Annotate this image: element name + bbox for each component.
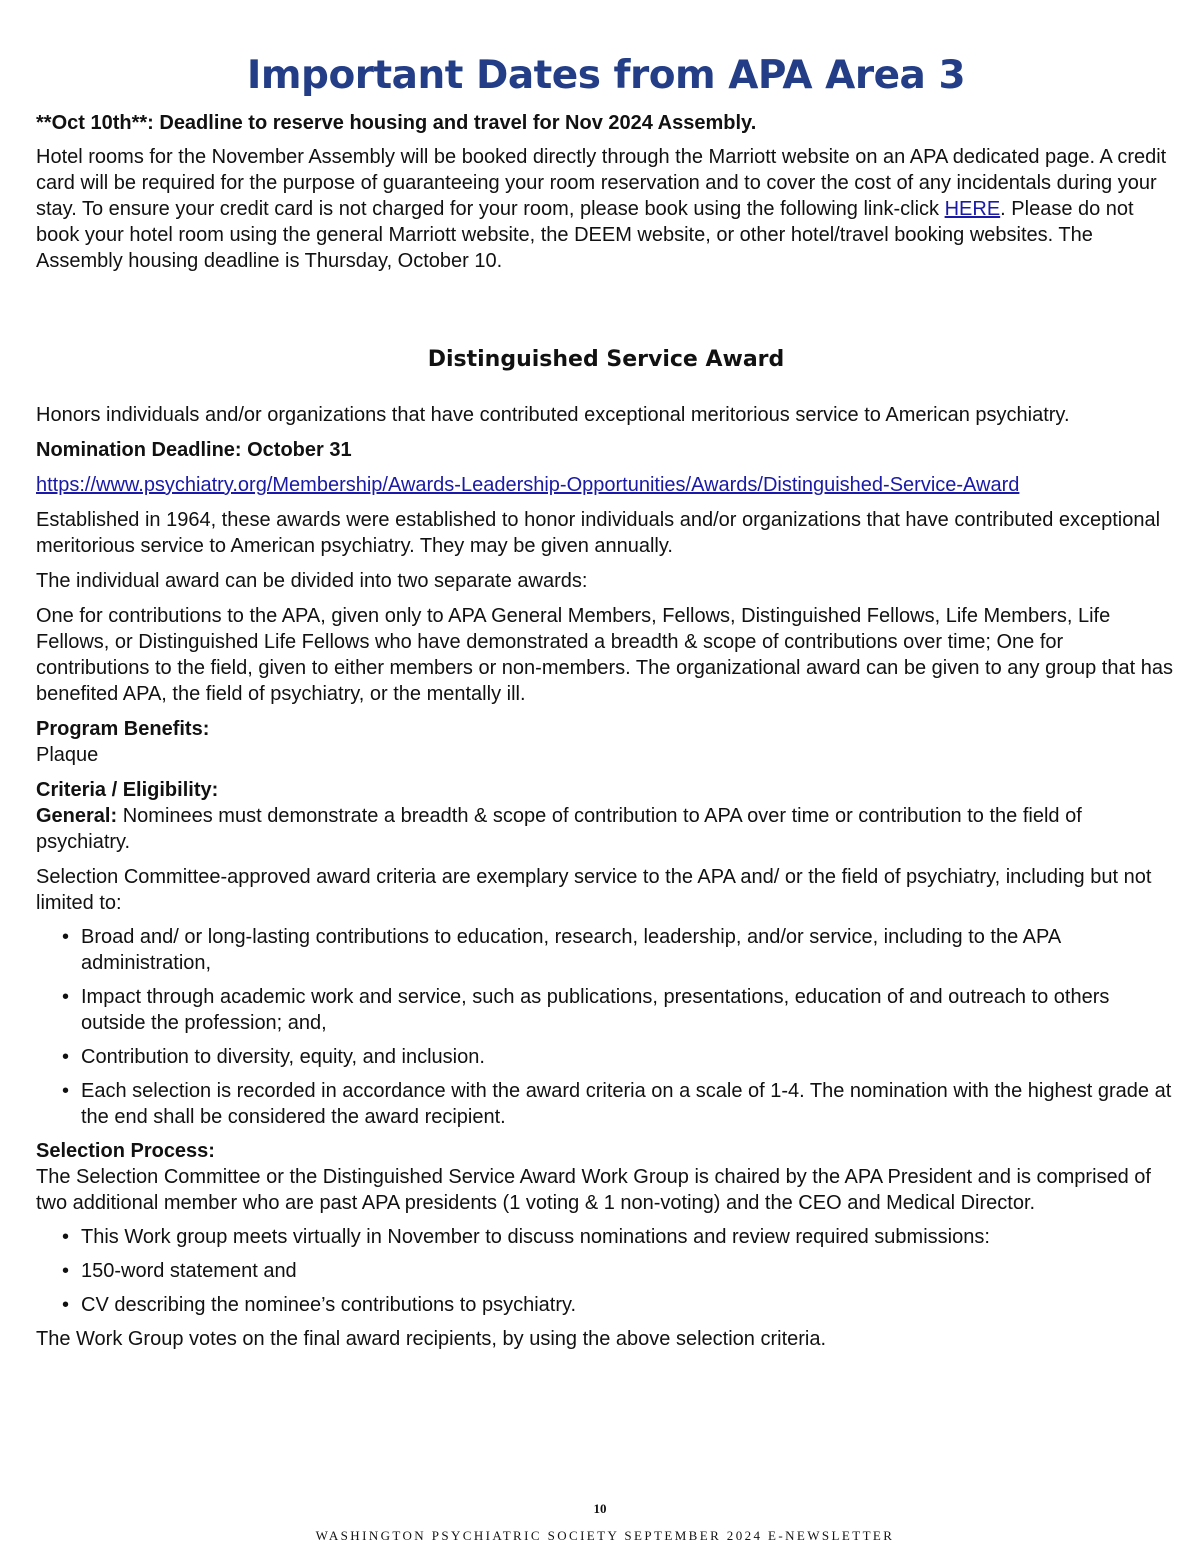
selection-list [36, 1224, 1176, 1318]
general-label: General: [36, 805, 118, 827]
bullet-icon: • [62, 1226, 70, 1248]
bullet-icon: • [62, 1294, 70, 1316]
benefits-value: Plaque [36, 744, 99, 766]
award-url-paragraph [36, 472, 1176, 498]
list-item [62, 1044, 1176, 1070]
bullet-icon: • [62, 926, 70, 948]
list-item [62, 1078, 1176, 1130]
selection-label: Selection Process: [36, 1140, 215, 1162]
here-link[interactable]: HERE [944, 198, 1001, 220]
document-page [36, 0, 1176, 1352]
list-item [62, 1258, 1176, 1284]
bullet-icon: • [62, 1046, 70, 1068]
list-item-text: Each selection is recorded in accordance with the award criteria on a scale of 1-4. The nomination with the highest grade at the end shall be considered the award recipient. [81, 1080, 1172, 1128]
list-item-text: Broad and/ or long-lasting contributions to education, research, leadership, and/or service, including to the APA administration, [81, 926, 1061, 974]
bullet-icon: • [62, 986, 70, 1008]
housing-deadline: **Oct 10th**: Deadline to reserve housing and travel for Nov 2024 Assembly. [36, 112, 757, 134]
list-item-text: CV describing the nominee’s contributions to psychiatry. [81, 1294, 577, 1316]
criteria-intro: Selection Committee-approved award criteria are exemplary service to the APA and/ or the field of psychiatry, including but not limited to: [36, 866, 1152, 914]
list-item [62, 1224, 1176, 1250]
general-text: Nominees must demonstrate a breadth & scope of contribution to APA over time or contribution to the field of psychiatry. [36, 805, 1082, 853]
selection-text: The Selection Committee or the Distinguished Service Award Work Group is chaired by the APA President and is comprised of two additional member who are past APA presidents (1 voting & 1 non-voting) and the CEO and Medical Director. [36, 1166, 1151, 1214]
criteria-list [36, 924, 1176, 1130]
list-item [62, 924, 1176, 976]
newsletter-footer: WASHINGTON PSYCHIATRIC SOCIETY SEPTEMBER 2024 E-NEWSLETTER [315, 1528, 895, 1543]
page-title: Important Dates from APA Area 3 [246, 53, 966, 98]
list-item-text: This Work group meets virtually in November to discuss nominations and review required submissions: [81, 1226, 990, 1248]
criteria-label: Criteria / Eligibility: [36, 779, 219, 801]
housing-text-before-link: Hotel rooms for the November Assembly will be booked directly through the Marriott website on an APA dedicated page. A credit card will be required for the purpose of guaranteeing your room reservation and to cover the cost of any incidentals during your stay. To ensure your credit card is not charged for your room, please book using the following link-click [36, 146, 1167, 220]
general-criteria [36, 803, 1176, 855]
benefits-label: Program Benefits: [36, 718, 210, 740]
award-intro: Honors individuals and/or organizations that have contributed exceptional meritorious service to American psychiatry. [36, 404, 1070, 426]
closing-paragraph: The Work Group votes on the final award recipients, by using the above selection criteria. [36, 1328, 827, 1350]
list-item-text: Impact through academic work and service, such as publications, presentations, education of and outreach to others outside the profession; and, [81, 986, 1110, 1034]
list-item-text: 150-word statement and [81, 1260, 297, 1282]
page-number: 10 [593, 1501, 607, 1516]
list-item-text: Contribution to diversity, equity, and inclusion. [81, 1046, 485, 1068]
list-item [62, 984, 1176, 1036]
two-awards-paragraph: One for contributions to the APA, given only to APA General Members, Fellows, Distinguished Fellows, Life Members, Life Fellows, or Distinguished Life Fellows who have demonstrated a breadth & scope of contributions over time; One for contributions to the field, given to either members or non-members. The organizational award can be given to any group that has benefited APA, the field of psychiatry, or the mentally ill. [36, 605, 1173, 705]
bullet-icon: • [62, 1080, 70, 1102]
award-url-link[interactable]: https://www.psychiatry.org/Membership/Awards-Leadership-Opportunities/Awards/Distinguished-Service-Award [36, 474, 1020, 496]
housing-text-after-link: . Please do not book your hotel room using the general Marriott website, the DEEM website, or other hotel/travel booking websites. The Assembly housing deadline is Thursday, October 10. [36, 198, 1134, 272]
award-heading: Distinguished Service Award [427, 347, 785, 372]
list-item [62, 1292, 1176, 1318]
established-paragraph: Established in 1964, these awards were established to honor individuals and/or organizations that have contributed exceptional meritorious service to American psychiatry. They may be given annually. [36, 509, 1161, 557]
housing-paragraph [36, 144, 1176, 274]
nomination-deadline: Nomination Deadline: October 31 [36, 439, 352, 461]
bullet-icon: • [62, 1260, 70, 1282]
divided-paragraph: The individual award can be divided into two separate awards: [36, 570, 588, 592]
